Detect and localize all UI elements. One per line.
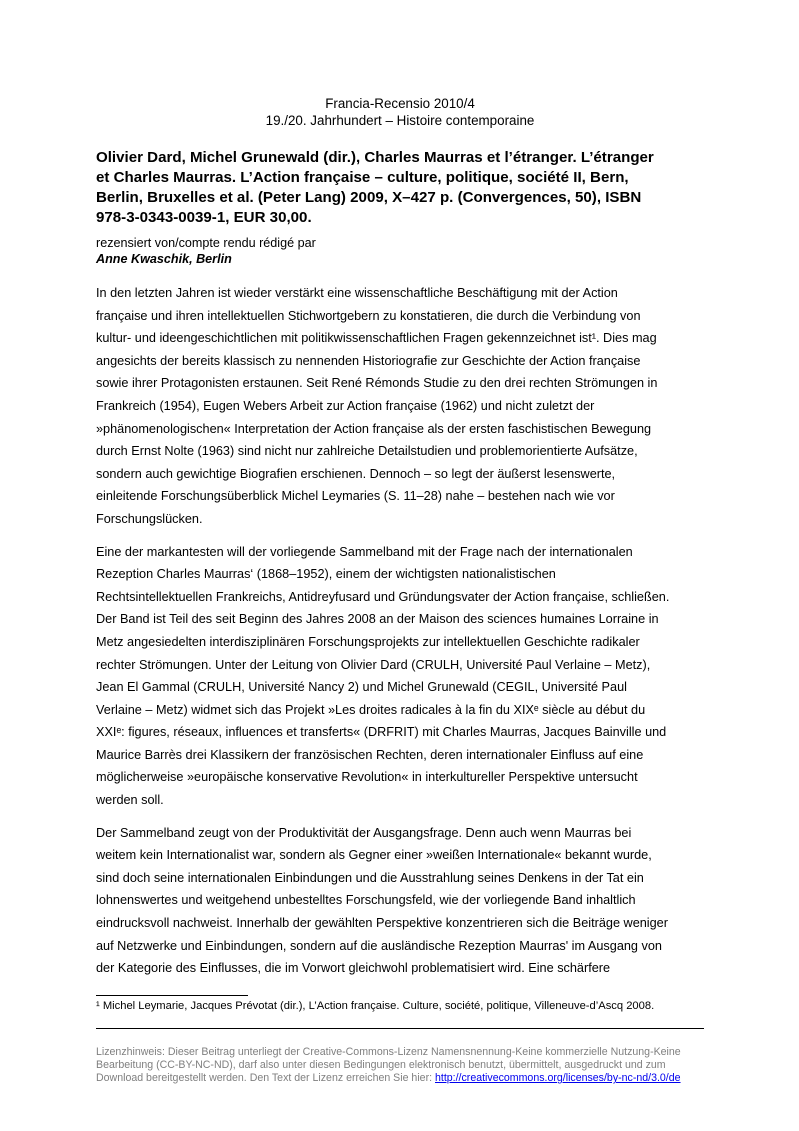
text-line: »phänomenologischen« Interpretation der Action française als der ersten faschistischen Bewegung <box>96 421 652 436</box>
paragraph-1 <box>96 282 708 531</box>
text-line: Jean El Gammal (CRULH, Université Nancy 2) und Michel Grunewald (CEGIL, Université Paul <box>96 680 627 695</box>
text-line: sondern auch gewichtige Biografien erschienen. Dennoch – so legt der äußerst lesenswerte, <box>96 466 616 481</box>
text-line: XXIᵉ: figures, réseaux, influences et transferts« (DRFRIT) mit Charles Maurras, Jacques Bainville und <box>96 725 667 740</box>
text-line: Der Sammelband zeugt von der Produktivität der Ausgangsfrage. Denn auch wenn Maurras bei <box>96 825 632 840</box>
text-line: möglicherweise »europäische konservative Revolution« in interkultureller Perspektive untersucht <box>96 770 638 785</box>
journal-section: 19./20. Jahrhundert – Histoire contemporaine <box>265 113 535 128</box>
text-line: Rezeption Charles Maurras‘ (1868–1952), einem der wichtigsten nationalistischen <box>96 567 556 582</box>
text-line: eindrucksvoll nachweist. Innerhalb der gewählten Perspektive konzentrieren sich die Beiträge weniger <box>96 916 668 931</box>
license-notice <box>96 1046 708 1085</box>
text-line: werden soll. <box>96 793 164 808</box>
text-line: sind doch seine internationalen Einbindungen und die Ausstrahlung seines Denkens in der Tat ein <box>96 870 644 885</box>
text-line: einleitende Forschungsüberblick Michel Leymaries (S. 11–28) nahe – bestehen nach wie vor <box>96 489 615 504</box>
reviewer-intro: rezensiert von/compte rendu rédigé par <box>96 236 316 250</box>
text-line: française und ihren intellektuellen Stichwortgebern zu konstatieren, die durch die Verbindung von <box>96 308 641 323</box>
review-title <box>96 148 708 228</box>
title-line: Olivier Dard, Michel Grunewald (dir.), Charles Maurras et l’étranger. L’étranger <box>96 149 654 166</box>
text-line: der Kategorie des Einflusses, die im Vorwort gleichwohl problematisiert wird. Eine schärfere <box>96 961 611 976</box>
text-line: rechter Strömungen. Unter der Leitung von Olivier Dard (CRULH, Université Paul Verlaine – Metz), <box>96 657 651 672</box>
text-line: auf Netzwerke und Einbindungen, sondern auf die ausländische Rezeption Maurras' im Ausgang von <box>96 938 662 953</box>
reviewer-name: Anne Kwaschik, Berlin <box>96 252 232 266</box>
paragraph-3 <box>96 822 708 980</box>
text-line: Der Band ist Teil des seit Beginn des Jahres 2008 an der Maison des sciences humaines Lorraine in <box>96 612 659 627</box>
license-line: Bearbeitung (CC-BY-NC-ND), darf also unter diesen Bedingungen elektronisch benutzt, übermittelt, ausgedruckt und zum <box>96 1059 666 1071</box>
text-line: In den letzten Jahren ist wieder verstärkt eine wissenschaftliche Beschäftigung mit der Action <box>96 286 618 300</box>
title-line: Berlin, Bruxelles et al. (Peter Lang) 2009, X–427 p. (Convergences, 50), ISBN <box>96 189 642 206</box>
license-link[interactable]: http://creativecommons.org/licenses/by-nc-nd/3.0/de <box>435 1072 681 1084</box>
text-line: Eine der markantesten will der vorliegende Sammelband mit der Frage nach der internationalen <box>96 544 633 559</box>
journal-issue: Francia-Recensio 2010/4 <box>325 96 475 111</box>
text-line: angesichts der bereits klassisch zu nennenden Historiografie zur Geschichte der Action française <box>96 353 641 368</box>
paragraph-2 <box>96 541 708 812</box>
license-divider <box>96 1028 704 1029</box>
text-line: Maurice Barrès drei Klassikern der französischen Rechten, deren internationaler Einfluss auf eine <box>96 747 644 762</box>
text-line: Rechtsintellektuellen Frankreichs, Antidreyfusard und Gründungsvater der Action française, schließen. <box>96 589 670 604</box>
text-line: Metz angesiedelten interdisziplinären Forschungsprojekts zur intellektuellen Geschichte radikaler <box>96 634 640 649</box>
license-line: Lizenzhinweis: Dieser Beitrag unterliegt der Creative-Commons-Lizenz Namensnennung-Keine kommerzielle Nutzung-Keine <box>96 1046 681 1058</box>
license-line-last <box>96 1072 708 1085</box>
text-line: durch Ernst Nolte (1963) sind nicht nur zahlreiche Detailstudien und problemorientierte Aufsätze, <box>96 444 638 459</box>
title-line: et Charles Maurras. L’Action française – culture, politique, société II, Bern, <box>96 169 629 186</box>
review-body <box>96 282 708 990</box>
footnote-1: ¹ Michel Leymarie, Jacques Prévotat (dir.), L’Action française. Culture, société, politique, Villeneuve-d’Ascq 2008. <box>96 1000 655 1012</box>
journal-header <box>96 95 704 129</box>
text-line: sowie ihrer Protagonisten erstaunen. Seit René Rémonds Studie zu den drei rechten Strömungen in <box>96 376 658 391</box>
footnote-divider <box>96 995 248 996</box>
text-line: Forschungslücken. <box>96 511 203 526</box>
text-line: Verlaine – Metz) widmet sich das Projekt »Les droites radicales à la fin du XIXᵉ siècle au début du <box>96 702 646 717</box>
text-line: lohnenswertes und weitgehend unbestelltes Forschungsfeld, wie der vorliegende Band inhaltlich <box>96 893 636 908</box>
text-line: kultur- und ideengeschichtlichen mit politikwissenschaftlichen Fragen gekennzeichnet ist¹. Dies mag <box>96 331 657 346</box>
title-line: 978-3-0343-0039-1, EUR 30,00. <box>96 209 312 226</box>
license-text: Download bereitgestellt werden. Den Text der Lizenz erreichen Sie hier: <box>96 1072 435 1084</box>
text-line: Frankreich (1954), Eugen Webers Arbeit zur Action française (1962) und nicht zuletzt der <box>96 398 595 413</box>
text-line: weitem kein Internationalist war, sondern als Gegner einer »weißen Internationale« bekannt wurde, <box>96 848 652 863</box>
